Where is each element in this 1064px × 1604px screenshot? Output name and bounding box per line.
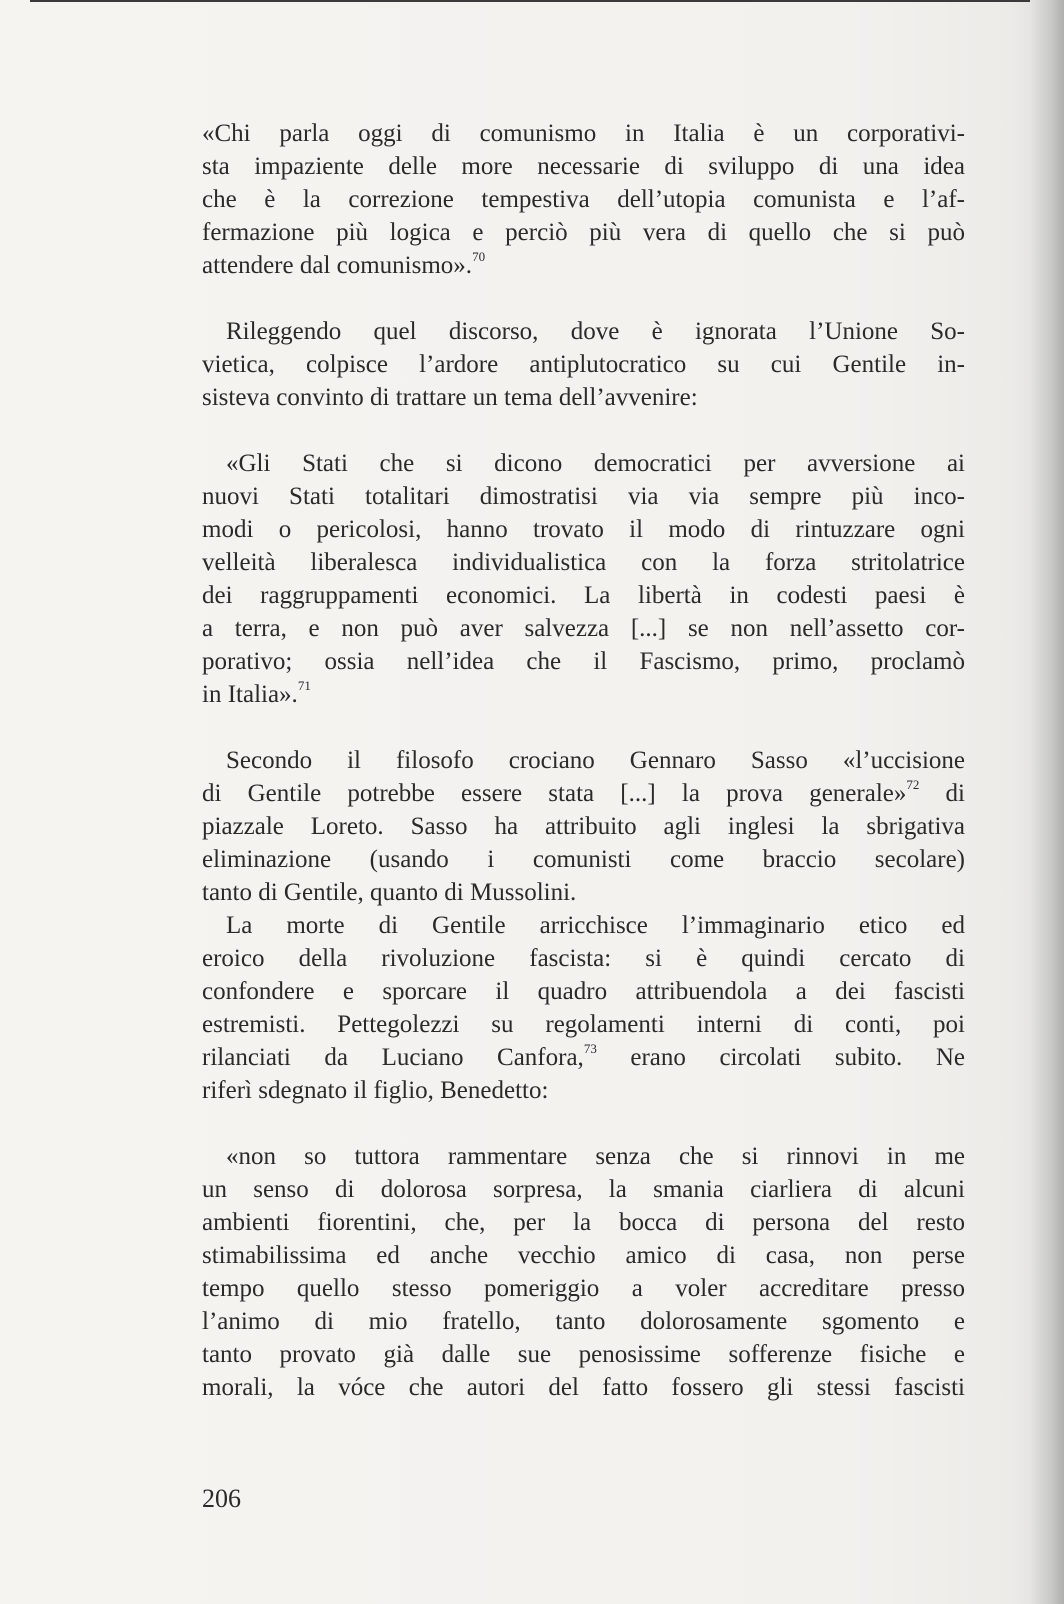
text-line xyxy=(202,777,965,810)
text-line: dei raggruppamenti economici. La libertà in codesti paesi è xyxy=(202,582,965,609)
text-line xyxy=(202,1041,965,1074)
text-line: vietica, colpisce l’ardore antiplutocratico su cui Gentile in- xyxy=(202,351,965,378)
text-line: che è la correzione tempestiva dell’utopia comunista e l’af- xyxy=(202,186,965,213)
page-edge-shadow xyxy=(1030,0,1064,1604)
text-line: confondere e sporcare il quadro attribuendola a dei fascisti xyxy=(202,978,965,1005)
text-line: tanto di Gentile, quanto di Mussolini. xyxy=(202,879,577,906)
text-line: l’animo di mio fratello, tanto dolorosamente sgomento e xyxy=(202,1308,965,1335)
text-line: La morte di Gentile arricchisce l’immaginario etico ed xyxy=(226,912,965,939)
paragraph-gap xyxy=(202,414,965,447)
text-line: porativo; ossia nell’idea che il Fascismo, primo, proclamò xyxy=(202,648,965,675)
footnote-ref-70: 70 xyxy=(472,249,486,264)
text-line: «non so tuttora rammentare senza che si rinnovi in me xyxy=(226,1143,965,1170)
text-line: sta impaziente delle more necessarie di sviluppo di una idea xyxy=(202,153,965,180)
text-line: «Gli Stati che si dicono democratici per avversione ai xyxy=(226,450,965,477)
footnote-ref-73: 73 xyxy=(583,1041,597,1056)
top-rule xyxy=(30,0,1030,2)
text-line: tempo quello stesso pomeriggio a voler accreditare presso xyxy=(202,1275,965,1302)
text-line: stimabilissima ed anche vecchio amico di casa, non perse xyxy=(202,1242,965,1269)
text-line: riferì sdegnato il figlio, Benedetto: xyxy=(202,1077,549,1104)
quote-block-2 xyxy=(202,447,965,711)
text-line-content: erano circolati subito. Ne xyxy=(596,1044,965,1071)
text-line: nuovi Stati totalitari dimostratisi via via sempre più inco- xyxy=(202,483,965,510)
paragraph-gap xyxy=(202,282,965,315)
footnote-ref-71: 71 xyxy=(297,678,311,693)
text-line-content: in Italia». xyxy=(202,681,298,708)
text-line xyxy=(202,678,965,711)
quote-block-1 xyxy=(202,117,965,282)
text-line: a terra, e non può aver salvezza [...] se non nell’assetto cor- xyxy=(202,615,965,642)
text-line: Secondo il filosofo crociano Gennaro Sasso «l’uccisione xyxy=(226,747,965,774)
text-line: sisteva convinto di trattare un tema dell’avvenire: xyxy=(202,384,698,411)
text-line: fermazione più logica e perciò più vera di quello che si può xyxy=(202,219,965,246)
paragraph-gap xyxy=(202,1107,965,1140)
paragraph-gap xyxy=(202,711,965,744)
text-line: tanto provato già dalle sue penosissime sofferenze fisiche e xyxy=(202,1341,965,1368)
text-line: estremisti. Pettegolezzi su regolamenti interni di conti, poi xyxy=(202,1011,965,1038)
text-line: un senso di dolorosa sorpresa, la smania ciarliera di alcuni xyxy=(202,1176,965,1203)
text-line: eliminazione (usando i comunisti come braccio secolare) xyxy=(202,846,965,873)
text-line xyxy=(202,249,965,282)
footnote-ref-72: 72 xyxy=(906,777,920,792)
text-line: eroico della rivoluzione fascista: si è quindi cercato di xyxy=(202,945,965,972)
page-body-text xyxy=(202,117,965,1404)
text-line: piazzale Loreto. Sasso ha attribuito agli inglesi la sbrigativa xyxy=(202,813,965,840)
body-paragraph-2 xyxy=(202,744,965,909)
body-paragraph-3 xyxy=(202,909,965,1107)
text-line: velleità liberalesca individualistica con la forza stritolatrice xyxy=(202,549,965,576)
text-line-content: rilanciati da Luciano Canfora, xyxy=(202,1044,584,1071)
body-paragraph-1 xyxy=(202,315,965,414)
text-line: Rileggendo quel discorso, dove è ignorata l’Unione So- xyxy=(226,318,965,345)
text-line-content: di xyxy=(919,780,965,807)
text-line: ambienti fiorentini, che, per la bocca di persona del resto xyxy=(202,1209,965,1236)
text-line-content: attendere dal comunismo». xyxy=(202,252,473,279)
text-line: morali, la vóce che autori del fatto fossero gli stessi fascisti xyxy=(202,1374,965,1401)
text-line-content: di Gentile potrebbe essere stata [...] la prova generale» xyxy=(202,780,907,807)
page-number: 206 xyxy=(202,1484,241,1513)
text-line: «Chi parla oggi di comunismo in Italia è un corporativi- xyxy=(202,120,965,147)
quote-block-3 xyxy=(202,1140,965,1404)
text-line: modi o pericolosi, hanno trovato il modo di rintuzzare ogni xyxy=(202,516,965,543)
